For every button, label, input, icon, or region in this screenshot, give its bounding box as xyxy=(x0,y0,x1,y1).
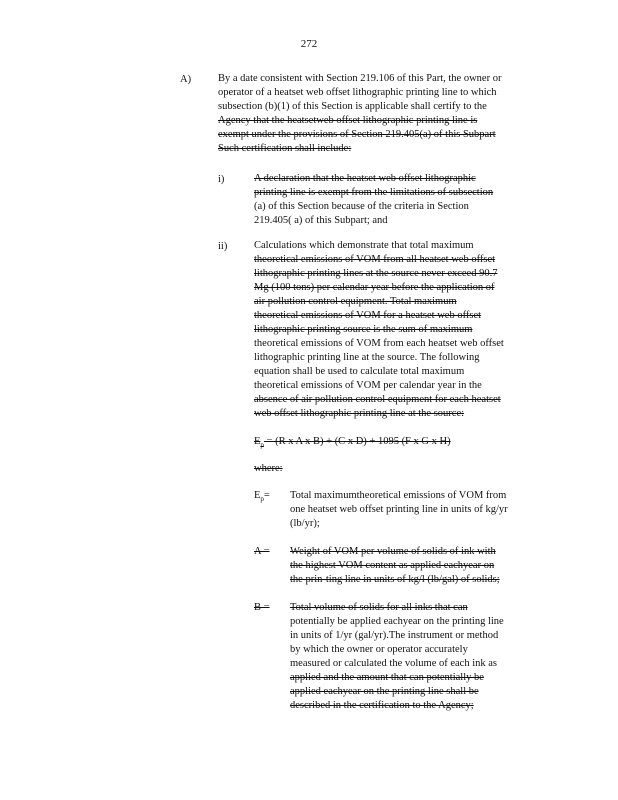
text-line: operator of a heatset web offset lithographic printing line to which xyxy=(218,87,497,98)
page-number: 272 xyxy=(300,38,318,50)
text-line: (lb/yr); xyxy=(290,518,320,529)
equation-lhs: E xyxy=(254,436,261,447)
section-a-text xyxy=(218,72,546,156)
text-line: theoretical emissions of VOM per calendar year in the xyxy=(254,380,482,391)
text-line: lithographic printing line at the source. The following xyxy=(254,352,480,363)
def-ep-text xyxy=(290,489,546,531)
text-line: 219.405( a) of this Subpart; and xyxy=(254,215,388,226)
text-line: theoretical emissions of VOM from each heatset web offset xyxy=(254,338,504,349)
text-line: theoretical emissions of VOM for a heatset web offset xyxy=(254,310,482,321)
def-b-text xyxy=(290,601,546,713)
def-a-symbol: A = xyxy=(254,546,270,557)
text-line: potentially be applied eachyear on the printing line xyxy=(290,616,504,627)
text-line: the prin-ting line in units of kg/l (lb/gal) of solids; xyxy=(290,574,500,585)
text-line: lithographic printing lines at the source never exceed 90.7 xyxy=(254,268,498,279)
item-i-label: i) xyxy=(218,174,225,185)
text-line: applied and the amount that can potentially be xyxy=(290,672,484,683)
text-line: printing line is exempt from the limitations of subsection xyxy=(254,187,494,198)
text-line: air pollution control equipment. Total maximum xyxy=(254,296,457,307)
def-ep-sub: p xyxy=(260,495,264,504)
def-ep-equals: = xyxy=(263,490,270,501)
text-line: By a date consistent with Section 219.106 of this Part, the owner or xyxy=(218,73,502,84)
text-line: Total volume of solids for all inks that can xyxy=(290,602,468,613)
text-line: one heatset web offset printing line in units of kg/yr xyxy=(290,504,508,515)
text-line: A declaration that the heatset web offset lithographic xyxy=(254,173,476,184)
where-label: where: xyxy=(254,463,283,474)
def-a-text xyxy=(290,545,546,587)
equation-subscript: p xyxy=(260,441,264,450)
text-line: Total maximumtheoretical emissions of VOM from xyxy=(290,490,507,501)
text-line: subsection (b)(1) of this Section is applicable shall certify to the xyxy=(218,101,487,112)
text-line: measured or calculated the volume of each ink as xyxy=(290,658,497,669)
text-line: in units of 1/yr (gal/yr).The instrument or method xyxy=(290,630,499,641)
text-line: by which the owner or operator accurately xyxy=(290,644,468,655)
text-line: described in the certification to the Agency; xyxy=(290,700,474,711)
text-line: exempt under the provisions of Section 219.405(a) of this Subpart xyxy=(218,129,496,140)
text-line: lithographic printing source is the sum of maximum xyxy=(254,324,473,335)
def-b-symbol: B = xyxy=(254,602,270,613)
section-a-label: A) xyxy=(180,74,192,85)
text-line: applied eachyear on the printing line shall be xyxy=(290,686,479,697)
item-ii-label: ii) xyxy=(218,241,228,252)
text-line: the highest VOM content as applied eachyear on xyxy=(290,560,495,571)
text-line: Weight of VOM per volume of solids of ink with xyxy=(290,546,496,557)
item-i-text xyxy=(254,172,544,228)
def-ep-letter: E xyxy=(254,490,261,501)
text-line: equation shall be used to calculate total maximum xyxy=(254,366,465,377)
text-line: absence of air pollution control equipment for each heatset xyxy=(254,394,501,405)
text-line: Mg (100 tons) per calendar year before the application of xyxy=(254,282,495,293)
def-ep-symbol xyxy=(254,490,270,503)
text-line: web offset lithographic printing line at the source: xyxy=(254,408,465,419)
text-line: Agency that the heatsetweb offset lithographic printing line is xyxy=(218,115,478,126)
text-line: (a) of this Section because of the criteria in Section xyxy=(254,201,469,212)
equation-rhs: = (R x A x B) + (C x D) + 1095 (F x G x H) xyxy=(266,436,451,447)
equation xyxy=(254,436,451,449)
item-ii-text xyxy=(254,239,544,421)
text-line: Calculations which demonstrate that total maximum xyxy=(254,240,474,251)
text-line: theoretical emissions of VOM from all heatset web offset xyxy=(254,254,496,265)
text-line: Such certification shall include: xyxy=(218,143,352,154)
